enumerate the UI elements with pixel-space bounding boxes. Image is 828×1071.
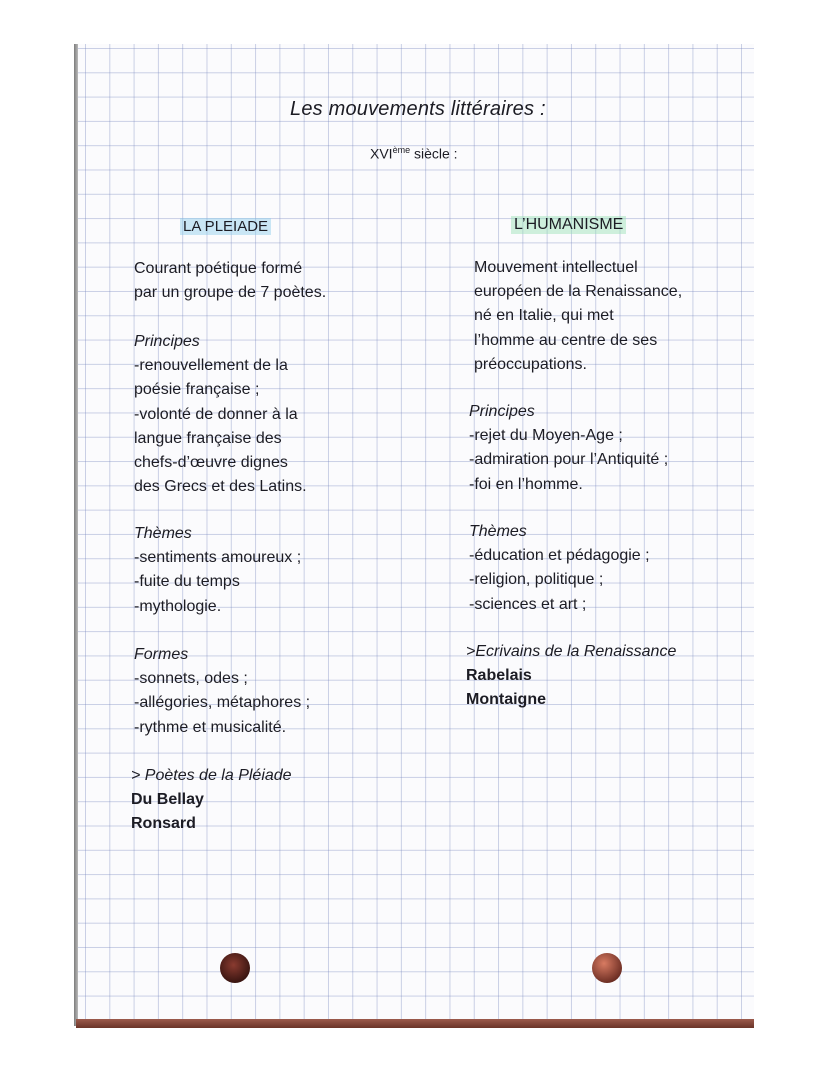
humanisme-themes-label: Thèmes [469,523,527,540]
binder-hole-right [592,953,622,983]
pleiade-forme-line: -rythme et musicalité. [134,718,287,736]
pleiade-principes-label: Principes [134,333,200,350]
pleiade-principe-line: langue française des [134,429,282,447]
pleiade-forme-line: -sonnets, odes ; [134,670,248,688]
pleiade-principe-line: chefs-d’œuvre dignes [134,454,288,472]
humanisme-intro [474,256,682,377]
pleiade-theme-line: -sentiments amoureux ; [134,549,302,567]
writer-name: Montaigne [466,691,546,709]
pleiade-principe-line: poésie française ; [134,381,260,399]
humanisme-theme-line: -religion, politique ; [469,571,604,589]
writer-name: Rabelais [466,667,532,685]
century-superscript: ème [392,145,411,155]
humanisme-intro-line: l’homme au centre de ses [474,331,658,349]
pleiade-themes-label: Thèmes [134,525,192,542]
pleiade-intro [134,257,326,305]
sheet-bottom-edge [76,1019,754,1028]
pleiade-poets [131,764,292,837]
pleiade-forme-line: -allégories, métaphores ; [134,694,311,712]
humanisme-intro-line: préoccupations. [474,355,587,373]
humanisme-writers [466,640,676,713]
pleiade-themes [134,522,301,619]
humanisme-principe-line: -rejet du Moyen-Age ; [469,427,623,445]
humanisme-principes [469,400,668,497]
century-numeral: XVI [370,145,393,162]
page-title: Les mouvements littéraires : [290,98,546,120]
heading-humanisme: L’HUMANISME [511,216,626,234]
pleiade-theme-line: -fuite du temps [134,573,240,591]
pleiade-principe-line: des Grecs et des Latins. [134,478,307,496]
pleiade-principes [134,330,307,499]
century-label: siècle : [410,145,458,162]
pleiade-formes-label: Formes [134,646,189,663]
humanisme-intro-line: européen de la Renaissance, [474,283,683,301]
century-subtitle [370,145,458,162]
binder-hole-left [220,953,250,983]
humanisme-principe-line: -foi en l’homme. [469,475,583,493]
humanisme-intro-line: Mouvement intellectuel [474,259,638,276]
pleiade-intro-line: Courant poétique formé [134,260,303,277]
pleiade-poets-label: > Poètes de la Pléiade [131,767,292,784]
pleiade-principe-line: -renouvellement de la [134,357,288,375]
poet-name: Du Bellay [131,791,204,809]
humanisme-theme-line: -éducation et pédagogie ; [469,547,650,565]
poet-name: Ronsard [131,815,196,833]
humanisme-principe-line: -admiration pour l’Antiquité ; [469,451,669,469]
humanisme-principes-label: Principes [469,403,535,420]
pleiade-theme-line: -mythologie. [134,597,222,615]
humanisme-intro-line: né en Italie, qui met [474,307,614,325]
humanisme-themes [469,520,650,617]
humanisme-writers-label: >Ecrivains de la Renaissance [466,643,677,660]
heading-pleiade: LA PLEIADE [180,218,271,235]
pleiade-principe-line: -volonté de donner à la [134,405,298,423]
humanisme-theme-line: -sciences et art ; [469,595,587,613]
pleiade-intro-line: par un groupe de 7 poètes. [134,284,327,302]
pleiade-formes [134,643,310,740]
